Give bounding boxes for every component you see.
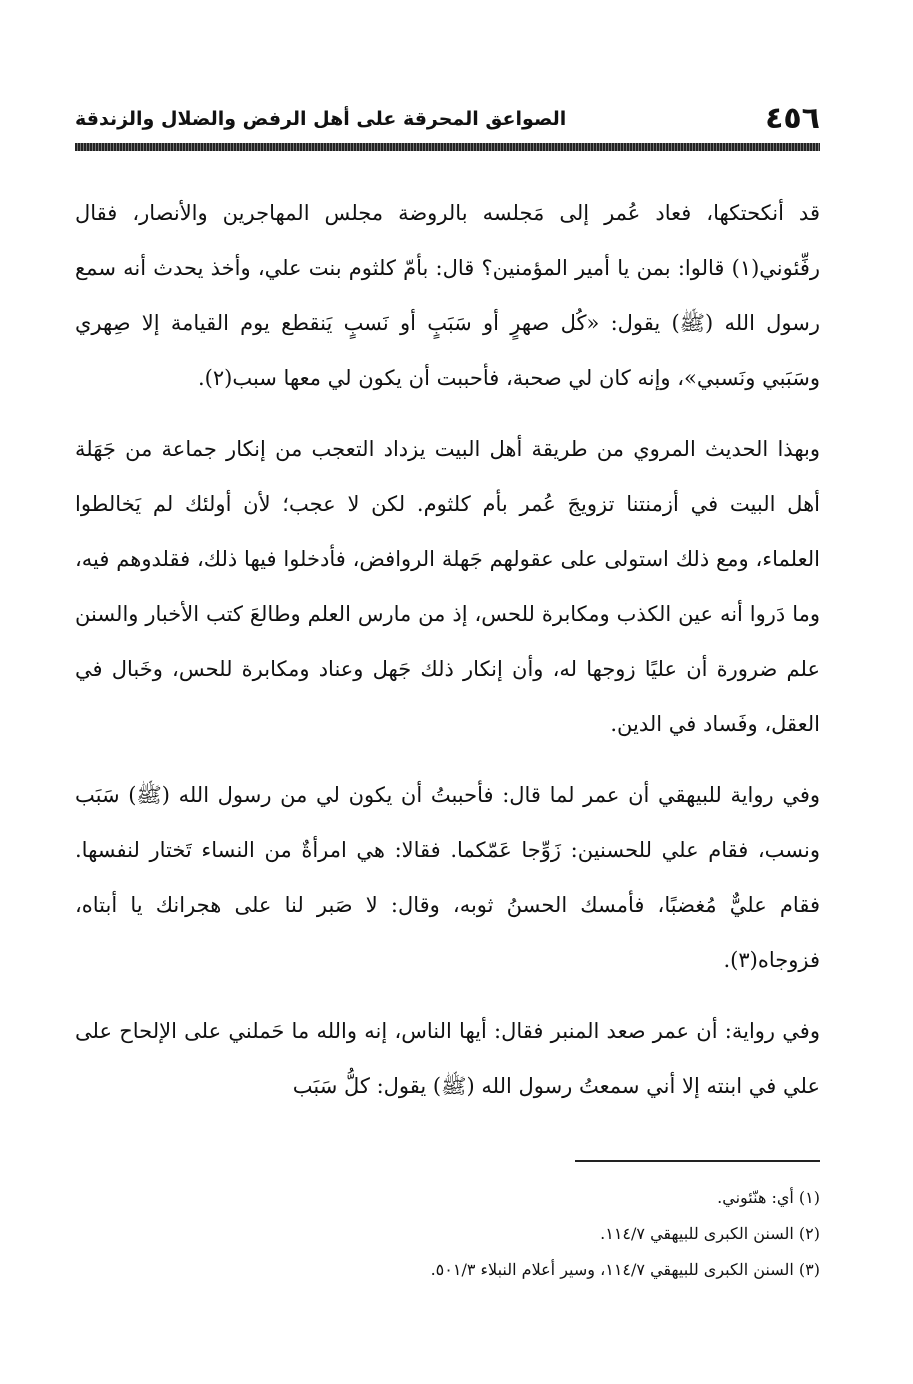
footnote-separator <box>575 1160 820 1162</box>
footnote-1: (١) أي: هنّئوني. <box>717 1188 820 1207</box>
main-text <box>75 186 820 1130</box>
footnote-2: (٢) السنن الكبرى للبيهقي ١١٤/٧. <box>600 1224 820 1243</box>
footnotes <box>75 1180 820 1288</box>
paragraph-4: وفي رواية: أن عمر صعد المنبر فقال: أيها الناس، إنه والله ما حَملني على الإلحاح على علي في ابنته إلا أني سمعتُ رسول الله (ﷺ) يقول: كلُّ سَبَب <box>75 1019 820 1098</box>
footnote-3: (٣) السنن الكبرى للبيهقي ١١٤/٧، وسير أعلام النبلاء ٥٠١/٣. <box>430 1260 820 1279</box>
header-rule <box>75 143 820 151</box>
page-header <box>75 100 820 140</box>
paragraph-3: وفي رواية للبيهقي أن عمر لما قال: فأحببتُ أن يكون لي من رسول الله (ﷺ) سَبَب ونسب، فقام علي للحسنين: زَوِّجا عَمّكما. فقالا: هي امرأةٌ من النساء تَختار لنفسها. فقام عليٌّ مُغضبًا، فأمسك الحسنُ ثوبه، وقال: لا صَبر لنا على هجرانك يا أبتاه، فزوجاه(٣). <box>75 783 820 972</box>
paragraph-1: قد أنكحتكها، فعاد عُمر إلى مَجلسه بالروضة مجلس المهاجرين والأنصار، فقال رفِّئوني(١) قالوا: بمن يا أمير المؤمنين؟ قال: بأمّ كلثوم بنت علي، وأخذ يحدث أنه سمع رسول الله (ﷺ) يقول: «كُل صهرٍ أو سَبَبٍ أو نَسبٍ يَنقطع يوم القيامة إلا صِهري وسَبَبي ونَسبي»، وإنه كان لي صحبة، فأحببت أن يكون لي معها سبب(٢). <box>75 201 820 390</box>
paragraph-2: وبهذا الحديث المروي من طريقة أهل البيت يزداد التعجب من إنكار جماعة من جَهَلة أهل البيت في أزمنتنا تزويجَ عُمر بأم كلثوم. لكن لا عجب؛ لأن أولئك لم يَخالطوا العلماء، ومع ذلك استولى على عقولهم جَهلة الروافض، فأدخلوا فيها ذلك، فقلدوهم فيه، وما دَروا أنه عين الكذب ومكابرة للحس، إذ من مارس العلم وطالعَ كتب الأخبار والسنن علم ضرورة أن عليًا زوجها له، وأن إنكار ذلك جَهل وعناد ومكابرة للحس، وخَبال في العقل، وفَساد في الدين. <box>75 437 821 736</box>
page-number: ٤٥٦ <box>765 101 820 136</box>
running-title: الصواعق المحرقة على أهل الرفض والضلال والزندقة <box>75 108 567 130</box>
